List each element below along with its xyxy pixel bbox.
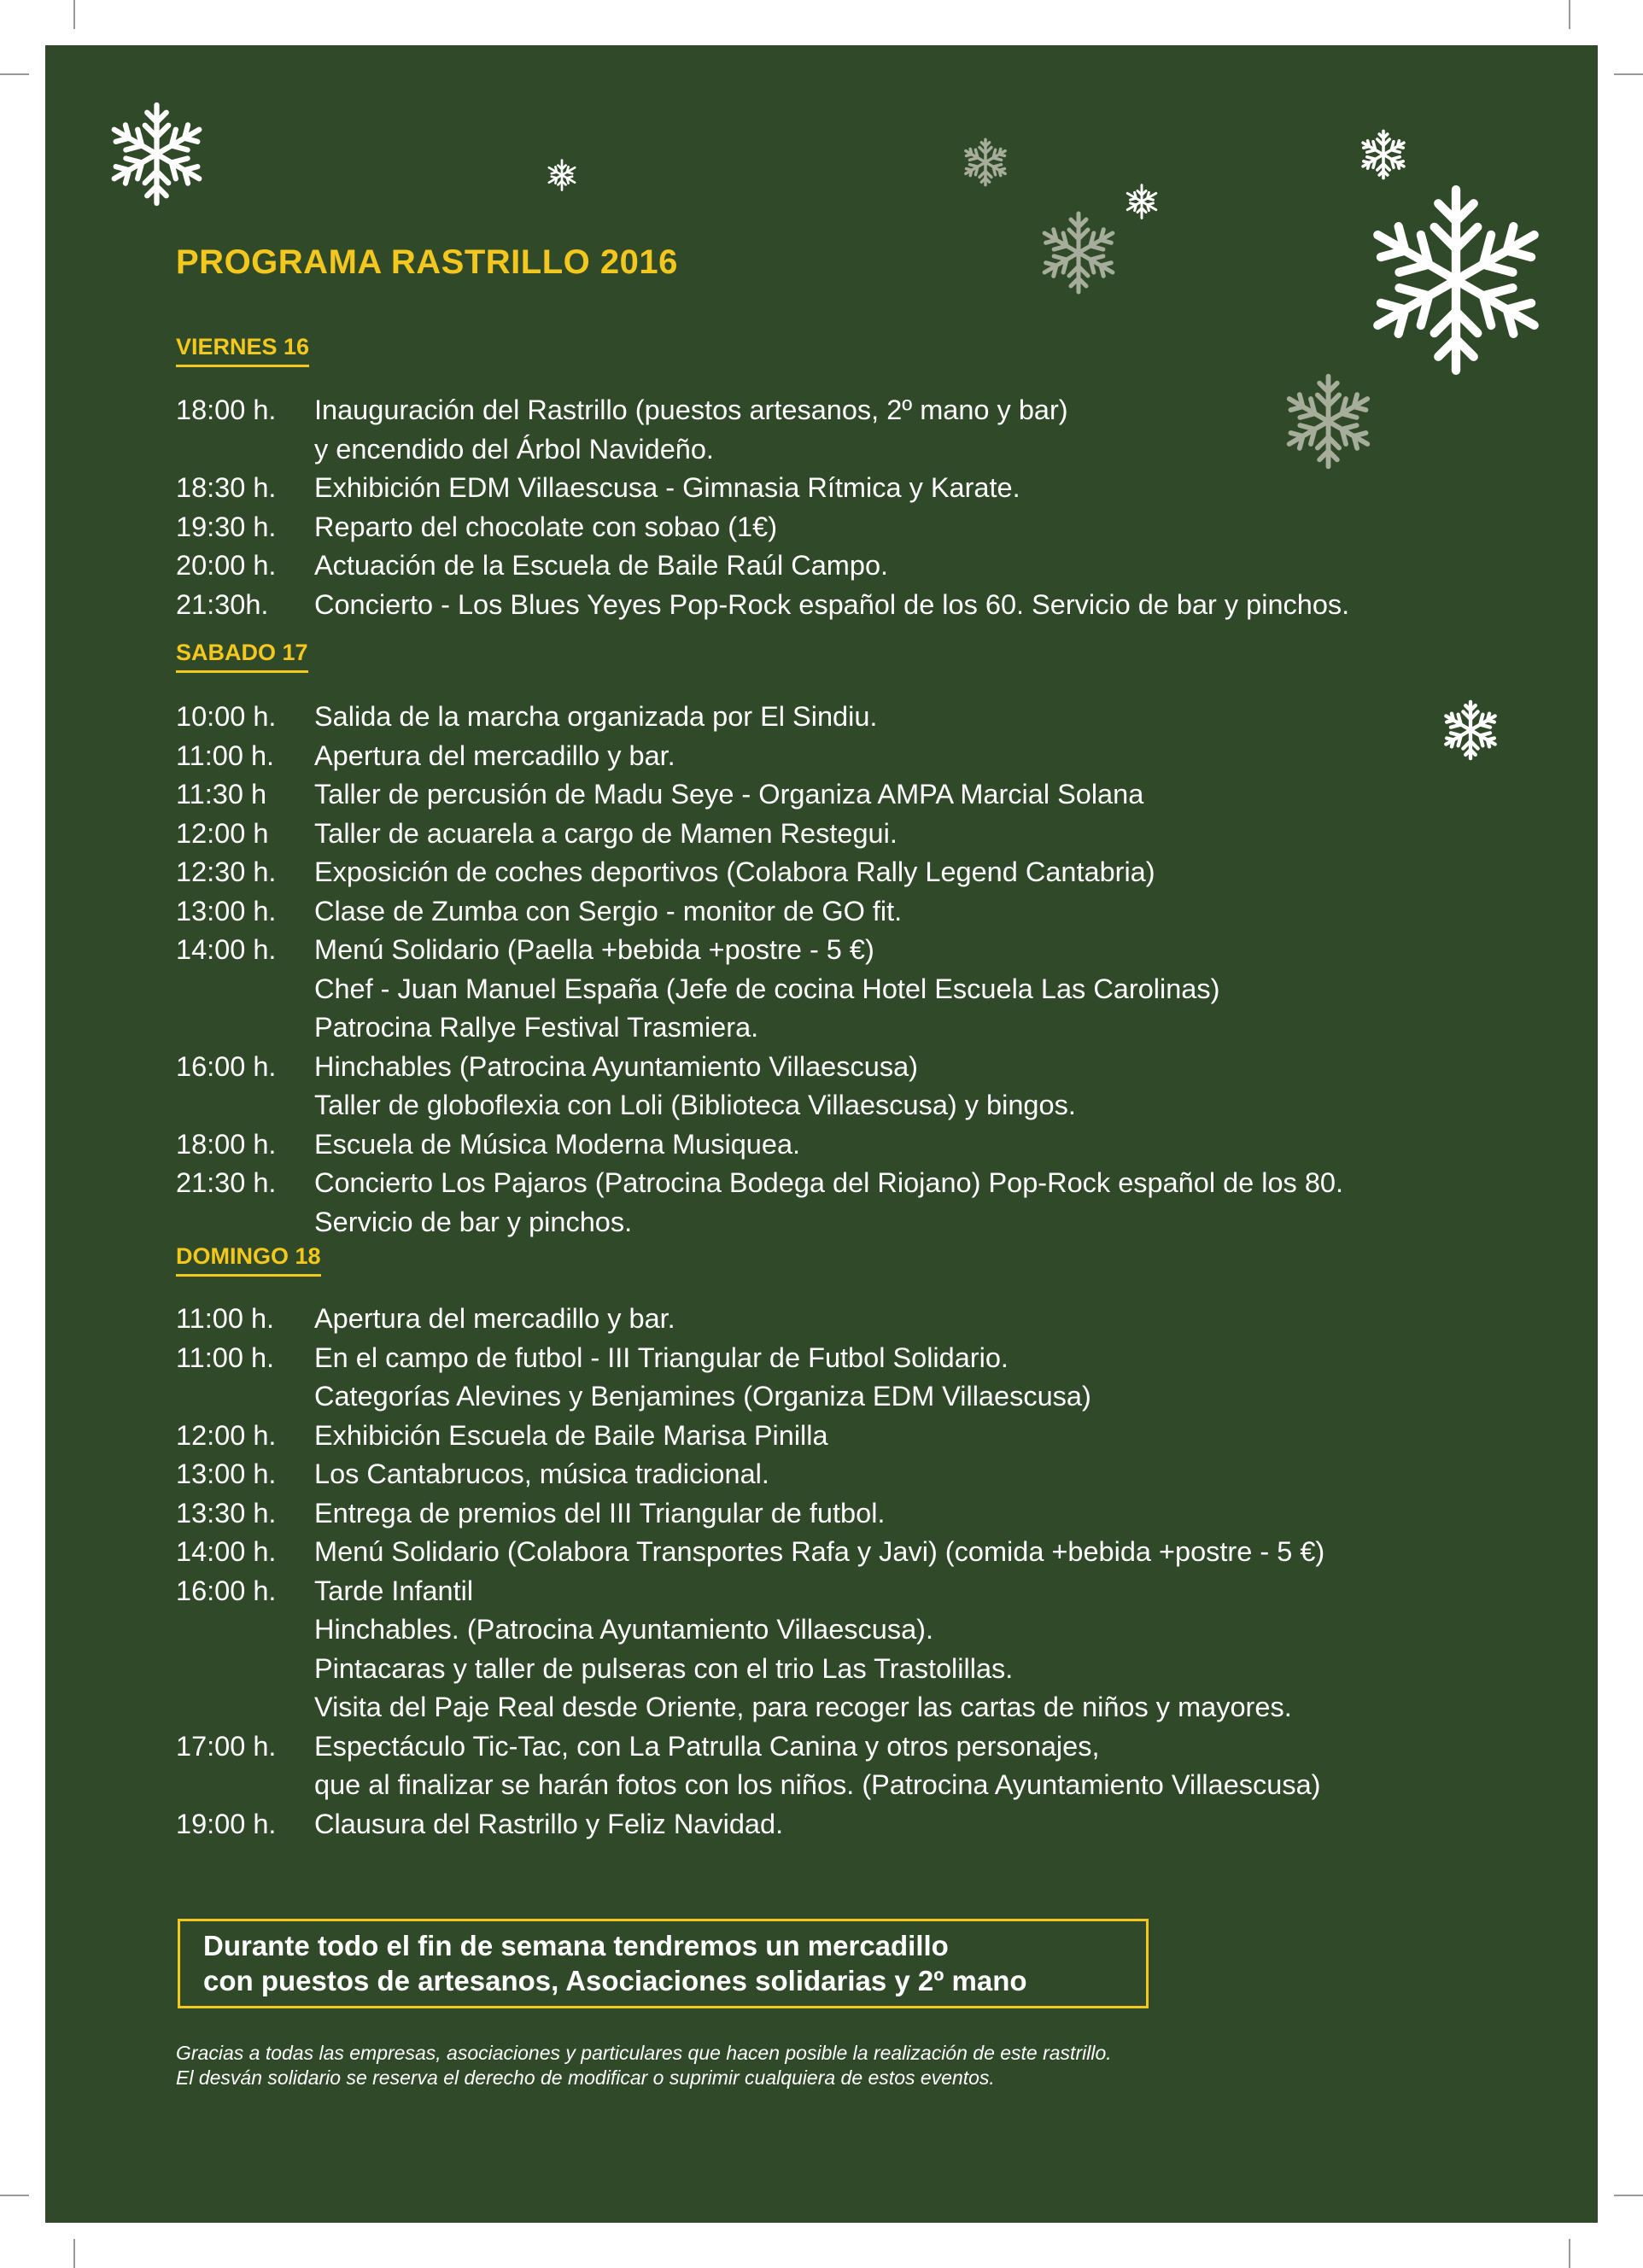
event-description bbox=[314, 1339, 1593, 1417]
event-description bbox=[314, 469, 1593, 508]
event-time: 18:30 h. bbox=[176, 472, 277, 503]
event-line: Hinchables. (Patrocina Ayuntamiento Villaescusa). bbox=[314, 1614, 934, 1645]
list-item bbox=[176, 1048, 1593, 1125]
snowflake-icon bbox=[1124, 184, 1160, 219]
footer-line: Gracias a todas las empresas, asociaciones y particulares que hacen posible la realización de este rastrillo. bbox=[176, 2042, 1112, 2064]
snowflake-icon bbox=[1358, 182, 1554, 378]
event-time: 16:00 h. bbox=[176, 1050, 277, 1082]
schedule-domingo bbox=[176, 1300, 1593, 1844]
event-line: Los Cantabrucos, música tradicional. bbox=[314, 1458, 769, 1489]
event-time: 11:30 h bbox=[176, 779, 267, 810]
event-time: 14:00 h. bbox=[176, 1536, 277, 1567]
event-description bbox=[314, 391, 1593, 469]
snowflake-icon bbox=[1358, 129, 1409, 180]
event-time: 11:00 h. bbox=[176, 1342, 275, 1373]
event-line: En el campo de futbol - III Triangular de Futbol Solidario. bbox=[314, 1342, 1009, 1373]
event-time: 20:00 h. bbox=[176, 550, 277, 581]
footer-note bbox=[176, 2041, 1112, 2090]
event-description bbox=[314, 1572, 1593, 1727]
notice-box bbox=[178, 1919, 1149, 2008]
list-item bbox=[176, 892, 1593, 932]
crop-mark bbox=[73, 0, 75, 29]
event-line: Pintacaras y taller de pulseras con el trio Las Trastolillas. bbox=[314, 1652, 1014, 1684]
event-line: Taller de percusión de Madu Seye - Organiza AMPA Marcial Solana bbox=[314, 779, 1144, 810]
notice-line: Durante todo el fin de semana tendremos un mercadillo bbox=[203, 1930, 949, 1961]
snowflake-icon bbox=[546, 159, 578, 191]
list-item bbox=[176, 815, 1593, 854]
event-description bbox=[314, 586, 1593, 625]
event-description bbox=[314, 1300, 1593, 1339]
event-description bbox=[314, 815, 1593, 854]
crop-mark bbox=[1569, 0, 1570, 29]
event-time: 12:00 h bbox=[176, 817, 269, 849]
event-time: 17:00 h. bbox=[176, 1730, 277, 1762]
event-line: Inauguración del Rastrillo (puestos artesanos, 2º mano y bar) bbox=[314, 395, 1068, 425]
event-line: Taller de acuarela a cargo de Mamen Restegui. bbox=[314, 817, 898, 849]
day-heading-domingo: DOMINGO 18 bbox=[176, 1243, 321, 1277]
schedule-sabado bbox=[176, 698, 1593, 1242]
event-line: Clase de Zumba con Sergio - monitor de GO fit. bbox=[314, 895, 903, 926]
day-heading-viernes: VIERNES 16 bbox=[176, 334, 309, 367]
event-line: Apertura del mercadillo y bar. bbox=[314, 739, 675, 771]
event-line: Exhibición Escuela de Baile Marisa Pinilla bbox=[314, 1419, 828, 1451]
flyer-panel bbox=[45, 45, 1598, 2223]
list-item bbox=[176, 1572, 1593, 1727]
event-description bbox=[314, 1417, 1593, 1456]
event-line: Salida de la marcha organizada por El Sindiu. bbox=[314, 701, 878, 732]
event-description bbox=[314, 775, 1593, 815]
event-line: Servicio de bar y pinchos. bbox=[314, 1206, 633, 1237]
event-time: 14:00 h. bbox=[176, 934, 277, 965]
event-line: Visita del Paje Real desde Oriente, para recoger las cartas de niños y mayores. bbox=[314, 1692, 1292, 1722]
list-item bbox=[176, 508, 1593, 547]
event-time: 11:00 h. bbox=[176, 1303, 275, 1334]
event-time: 13:30 h. bbox=[176, 1497, 277, 1529]
snowflake-icon bbox=[1036, 210, 1121, 295]
event-time: 11:00 h. bbox=[176, 739, 275, 771]
event-line: Exposición de coches deportivos (Colabora Rally Legend Cantabria) bbox=[314, 856, 1155, 887]
crop-mark bbox=[0, 2195, 29, 2196]
list-item bbox=[176, 469, 1593, 508]
event-line: Escuela de Música Moderna Musiquea. bbox=[314, 1128, 801, 1160]
event-description bbox=[314, 1125, 1593, 1165]
event-line: Exhibición EDM Villaescusa - Gimnasia Rítmica y Karate. bbox=[314, 472, 1020, 503]
list-item bbox=[176, 1417, 1593, 1456]
day-heading-sabado: SABADO 17 bbox=[176, 640, 308, 673]
event-line: Taller de globoflexia con Loli (Biblioteca Villaescusa) y bingos. bbox=[314, 1090, 1076, 1120]
list-item bbox=[176, 931, 1593, 1048]
event-line: Patrocina Rallye Festival Trasmiera. bbox=[314, 1012, 759, 1043]
event-description bbox=[314, 1164, 1593, 1242]
event-time: 12:00 h. bbox=[176, 1419, 277, 1451]
event-time: 16:00 h. bbox=[176, 1575, 277, 1606]
event-time: 18:00 h. bbox=[176, 1128, 277, 1160]
list-item bbox=[176, 698, 1593, 737]
list-item bbox=[176, 1455, 1593, 1494]
list-item bbox=[176, 737, 1593, 776]
event-time: 21:30h. bbox=[176, 588, 269, 620]
event-line: Concierto Los Pajaros (Patrocina Bodega del Riojano) Pop-Rock español de los 80. bbox=[314, 1167, 1344, 1198]
list-item bbox=[176, 1164, 1593, 1242]
event-line: Entrega de premios del III Triangular de futbol. bbox=[314, 1497, 886, 1529]
event-time: 19:00 h. bbox=[176, 1808, 277, 1839]
event-description bbox=[314, 1048, 1593, 1125]
event-line: Apertura del mercadillo y bar. bbox=[314, 1303, 675, 1334]
list-item bbox=[176, 586, 1593, 625]
event-description bbox=[314, 698, 1593, 737]
snowflake-icon bbox=[103, 101, 210, 208]
event-description bbox=[314, 1805, 1593, 1844]
event-time: 18:00 h. bbox=[176, 395, 277, 425]
list-item bbox=[176, 775, 1593, 815]
snowflake-icon bbox=[961, 137, 1010, 187]
page-title: PROGRAMA RASTRILLO 2016 bbox=[176, 243, 678, 281]
list-item bbox=[176, 1805, 1593, 1844]
event-line: y encendido del Árbol Navideño. bbox=[314, 433, 714, 465]
event-description bbox=[314, 547, 1593, 586]
event-line: Concierto - Los Blues Yeyes Pop-Rock español de los 60. Servicio de bar y pinchos. bbox=[314, 588, 1350, 620]
event-description bbox=[314, 1494, 1593, 1534]
event-description bbox=[314, 892, 1593, 932]
event-description bbox=[314, 737, 1593, 776]
event-description bbox=[314, 508, 1593, 547]
list-item bbox=[176, 1494, 1593, 1534]
schedule-viernes bbox=[176, 391, 1593, 624]
event-time: 10:00 h. bbox=[176, 701, 277, 732]
list-item bbox=[176, 853, 1593, 892]
event-description bbox=[314, 1455, 1593, 1494]
list-item bbox=[176, 1727, 1593, 1805]
event-line: Actuación de la Escuela de Baile Raúl Campo. bbox=[314, 550, 889, 581]
list-item bbox=[176, 1533, 1593, 1572]
list-item bbox=[176, 1125, 1593, 1165]
event-line: Hinchables (Patrocina Ayuntamiento Villaescusa) bbox=[314, 1050, 918, 1082]
event-line: Categorías Alevines y Benjamines (Organiza EDM Villaescusa) bbox=[314, 1381, 1091, 1412]
event-line: Menú Solidario (Colabora Transportes Rafa y Javi) (comida +bebida +postre - 5 €) bbox=[314, 1536, 1325, 1567]
event-description bbox=[314, 853, 1593, 892]
list-item bbox=[176, 1300, 1593, 1339]
event-description bbox=[314, 1727, 1593, 1805]
event-time: 19:30 h. bbox=[176, 511, 277, 542]
crop-mark bbox=[1614, 73, 1643, 75]
event-line: Chef - Juan Manuel España (Jefe de cocina Hotel Escuela Las Carolinas) bbox=[314, 973, 1220, 1004]
event-time: 21:30 h. bbox=[176, 1167, 277, 1198]
event-description bbox=[314, 931, 1593, 1048]
footer-line: El desván solidario se reserva el derecho de modificar o suprimir cualquiera de estos eventos. bbox=[176, 2066, 995, 2089]
event-time: 12:30 h. bbox=[176, 856, 277, 887]
event-line: Espectáculo Tic-Tac, con La Patrulla Canina y otros personajes, bbox=[314, 1730, 1100, 1762]
crop-mark bbox=[1614, 2195, 1643, 2196]
notice-line: con puestos de artesanos, Asociaciones solidarias y 2º mano bbox=[203, 1965, 1027, 1996]
event-line: Tarde Infantil bbox=[314, 1575, 474, 1606]
list-item bbox=[176, 1339, 1593, 1417]
crop-mark bbox=[0, 73, 29, 75]
event-line: Clausura del Rastrillo y Feliz Navidad. bbox=[314, 1808, 784, 1839]
list-item bbox=[176, 391, 1593, 469]
event-time: 13:00 h. bbox=[176, 1458, 277, 1489]
event-line: Menú Solidario (Paella +bebida +postre - 5 €) bbox=[314, 934, 874, 965]
event-time: 13:00 h. bbox=[176, 895, 277, 926]
event-line: Reparto del chocolate con sobao (1€) bbox=[314, 511, 778, 542]
list-item bbox=[176, 547, 1593, 586]
event-line: que al finalizar se harán fotos con los niños. (Patrocina Ayuntamiento Villaescusa) bbox=[314, 1769, 1321, 1800]
crop-mark bbox=[73, 2239, 75, 2268]
crop-mark bbox=[1569, 2239, 1570, 2268]
event-description bbox=[314, 1533, 1593, 1572]
